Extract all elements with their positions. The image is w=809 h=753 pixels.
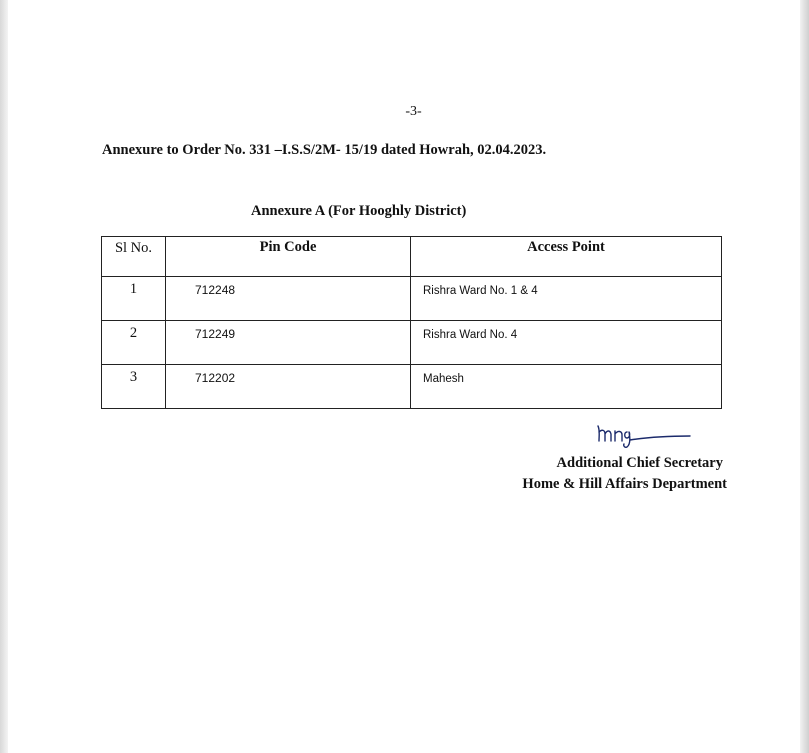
signature-image [594, 418, 694, 448]
table-row [102, 277, 722, 321]
cell-access-point: Rishra Ward No. 1 & 4 [411, 277, 722, 321]
cell-sl-no: 3 [102, 365, 166, 409]
cell-sl-no: 1 [102, 277, 166, 321]
annexure-title: Annexure A (For Hooghly District) [251, 203, 467, 219]
table-row [102, 321, 722, 365]
header-pin-code: Pin Code [166, 237, 411, 277]
cell-sl-no: 2 [102, 321, 166, 365]
table-row [102, 365, 722, 409]
cell-pin-code: 712248 [166, 277, 411, 321]
order-heading: Annexure to Order No. 331 –I.S.S/2M- 15/19 dated Howrah, 02.04.2023. [102, 142, 547, 158]
header-sl-no: Sl No. [102, 237, 166, 277]
signatory-department: Home & Hill Affairs Department [522, 476, 727, 492]
annexure-table [101, 236, 722, 409]
page-number: -3- [405, 104, 422, 119]
table-header-row [102, 237, 722, 277]
cell-access-point: Mahesh [411, 365, 722, 409]
header-access-point: Access Point [411, 237, 722, 277]
cell-pin-code: 712202 [166, 365, 411, 409]
cell-access-point: Rishra Ward No. 4 [411, 321, 722, 365]
signatory-designation: Additional Chief Secretary [556, 455, 723, 471]
cell-pin-code: 712249 [166, 321, 411, 365]
